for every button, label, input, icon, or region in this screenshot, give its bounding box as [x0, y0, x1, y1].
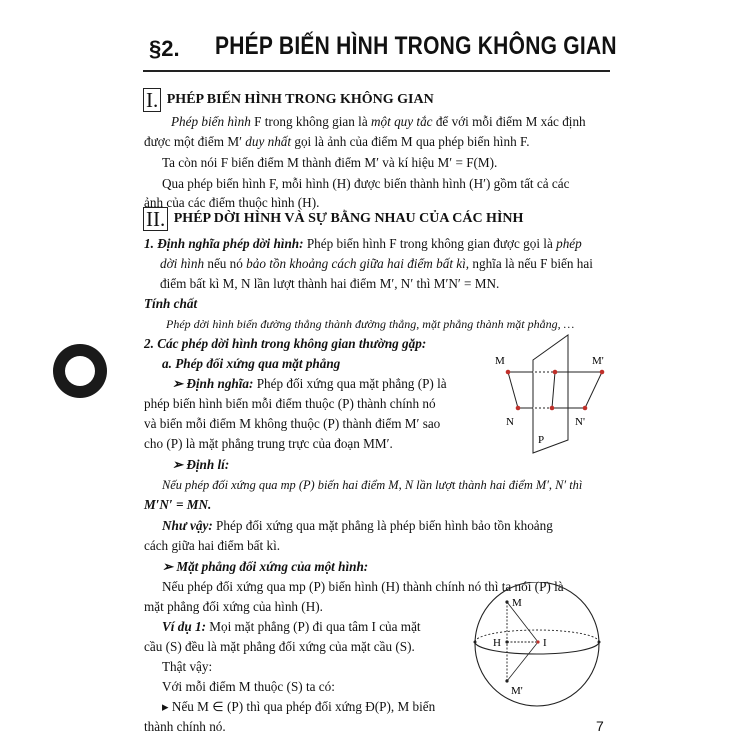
example-line1: [162, 617, 421, 637]
definition-label: ➢ Định nghĩa:: [172, 376, 254, 391]
text: gọi là ảnh của điểm M qua phép biến hình F.: [291, 134, 530, 149]
label-N-prime: N': [575, 416, 585, 428]
part1-heading-text: PHÉP BIẾN HÌNH TRONG KHÔNG GIAN: [166, 92, 434, 108]
thus-label: Như vậy:: [162, 518, 213, 533]
label-P: P: [538, 434, 545, 446]
page-number: 7: [596, 718, 604, 734]
example-line6: thành chính nó.: [144, 719, 226, 734]
definition-line1: [144, 234, 582, 254]
sphere-figure: [465, 582, 610, 712]
text: được một điểm M′: [144, 134, 246, 149]
part1-p1-line2: [144, 132, 530, 152]
label-M: M: [495, 355, 505, 367]
plane-reflection-figure: [480, 330, 620, 455]
library-stamp-icon: [53, 344, 107, 398]
theorem-line2: M′N′ = MN.: [144, 497, 212, 512]
part1-heading: [143, 88, 434, 112]
reflection-def-line4: cho (P) là mặt phẳng trung trực của đoạn MM′.: [144, 436, 393, 451]
part1-p2: Ta còn nói F biến điểm M thành điểm M′ và kí hiệu M′ = F(M).: [162, 155, 498, 170]
text: Mọi mặt phẳng (P) đi qua tâm I của mặt: [205, 619, 421, 634]
symmetry-plane-line2: mặt phẳng đối xứng của hình (H).: [144, 599, 323, 614]
text: bảo tồn khoảng cách giữa hai điểm bất kì,: [246, 256, 470, 271]
part2-heading: [143, 207, 523, 231]
definition-line2: [160, 254, 593, 274]
example-line5: ▸ Nếu M ∈ (P) thì qua phép đối xứng Đ(P), M biến: [162, 699, 436, 714]
part1-roman: I.: [143, 88, 161, 112]
symmetry-plane-line1: Nếu phép đối xứng qua mp (P) biến hình (H) thành chính nó thì ta nói (P) là: [162, 579, 564, 594]
part2-roman: II.: [143, 207, 168, 231]
thus-line2: cách giữa hai điểm bất kì.: [144, 538, 281, 553]
example-line2: cầu (S) đều là mặt phẳng đối xứng của mặt cầu (S).: [144, 639, 415, 654]
text: F trong không gian là: [250, 114, 371, 129]
stamp-center: [65, 356, 95, 386]
example-line4: Với mỗi điểm M thuộc (S) ta có:: [162, 679, 335, 694]
theorem-line1: Nếu phép đối xứng qua mp (P) biến hai điểm M, N lần lượt thành hai điểm M′, N′ thì: [162, 478, 583, 492]
part2-heading-text: PHÉP DỜI HÌNH VÀ SỰ BẰNG NHAU CỦA CÁC HÌNH: [173, 211, 524, 227]
label-I: I: [543, 637, 547, 649]
part1-p3-line1: Qua phép biến hình F, mỗi hình (H) được biến thành hình (H′) gồm tất cả các: [162, 176, 570, 191]
section-number: §2.: [149, 36, 180, 61]
example-label: Ví dụ 1:: [162, 619, 206, 634]
common-transforms-label: 2. Các phép dời hình trong không gian thường gặp:: [144, 336, 427, 351]
text: nghĩa là nếu F biến hai: [469, 256, 593, 271]
term-phep-bien-hinh: Phép biến hình: [171, 114, 251, 129]
label-M-prime: M': [592, 355, 604, 367]
page-title: PHÉP BIẾN HÌNH TRONG KHÔNG GIAN: [215, 32, 617, 60]
property-text: Phép dời hình biến đường thẳng thành đường thẳng, mặt phẳng thành mặt phẳng, …: [166, 317, 575, 331]
part1-p1-line1: [171, 112, 586, 132]
reflection-def-line1: [172, 374, 447, 394]
text: để với mỗi điểm M xác định: [432, 114, 586, 129]
text: nếu nó: [204, 256, 247, 271]
theorem-label: ➢ Định lí:: [172, 457, 230, 472]
reflection-def-line2: phép biến hình biến mỗi điểm thuộc (P) thành chính nó: [144, 396, 436, 411]
symmetry-plane-label: ➢ Mặt phẳng đối xứng của một hình:: [162, 559, 369, 574]
section-title-bar: [143, 30, 617, 72]
definition-line3: điểm bất kì M, N lần lượt thành hai điểm M′, N′ thì M′N′ = MN.: [160, 276, 500, 291]
reflection-def-line3: và biến mỗi điểm M không thuộc (P) thành điểm M′ sao: [144, 416, 441, 431]
term-mot-quy-tac: một quy tắc: [371, 114, 433, 129]
text: dời hình: [160, 256, 205, 271]
text: phép: [556, 236, 582, 251]
term-duy-nhat: duy nhất: [245, 134, 292, 149]
part1-p3-line2: ảnh của các điểm thuộc hình (H).: [144, 195, 320, 210]
definition-label: 1. Định nghĩa phép dời hình:: [144, 236, 304, 251]
text: Phép đối xứng qua mặt phẳng (P) là: [253, 376, 447, 391]
property-label: Tính chất: [144, 296, 198, 311]
subsection-a: a. Phép đối xứng qua mặt phẳng: [162, 356, 341, 371]
text: Phép biến hình F trong không gian được gọi là: [303, 236, 557, 251]
label-N: N: [506, 416, 514, 428]
label-M: M: [512, 597, 522, 609]
label-M-prime: M': [511, 685, 523, 697]
label-H: H: [493, 637, 501, 649]
thus-line1: [162, 516, 553, 536]
example-line3: Thật vậy:: [162, 659, 213, 674]
text: Phép đối xứng qua mặt phẳng là phép biến hình bảo tồn khoảng: [212, 518, 553, 533]
